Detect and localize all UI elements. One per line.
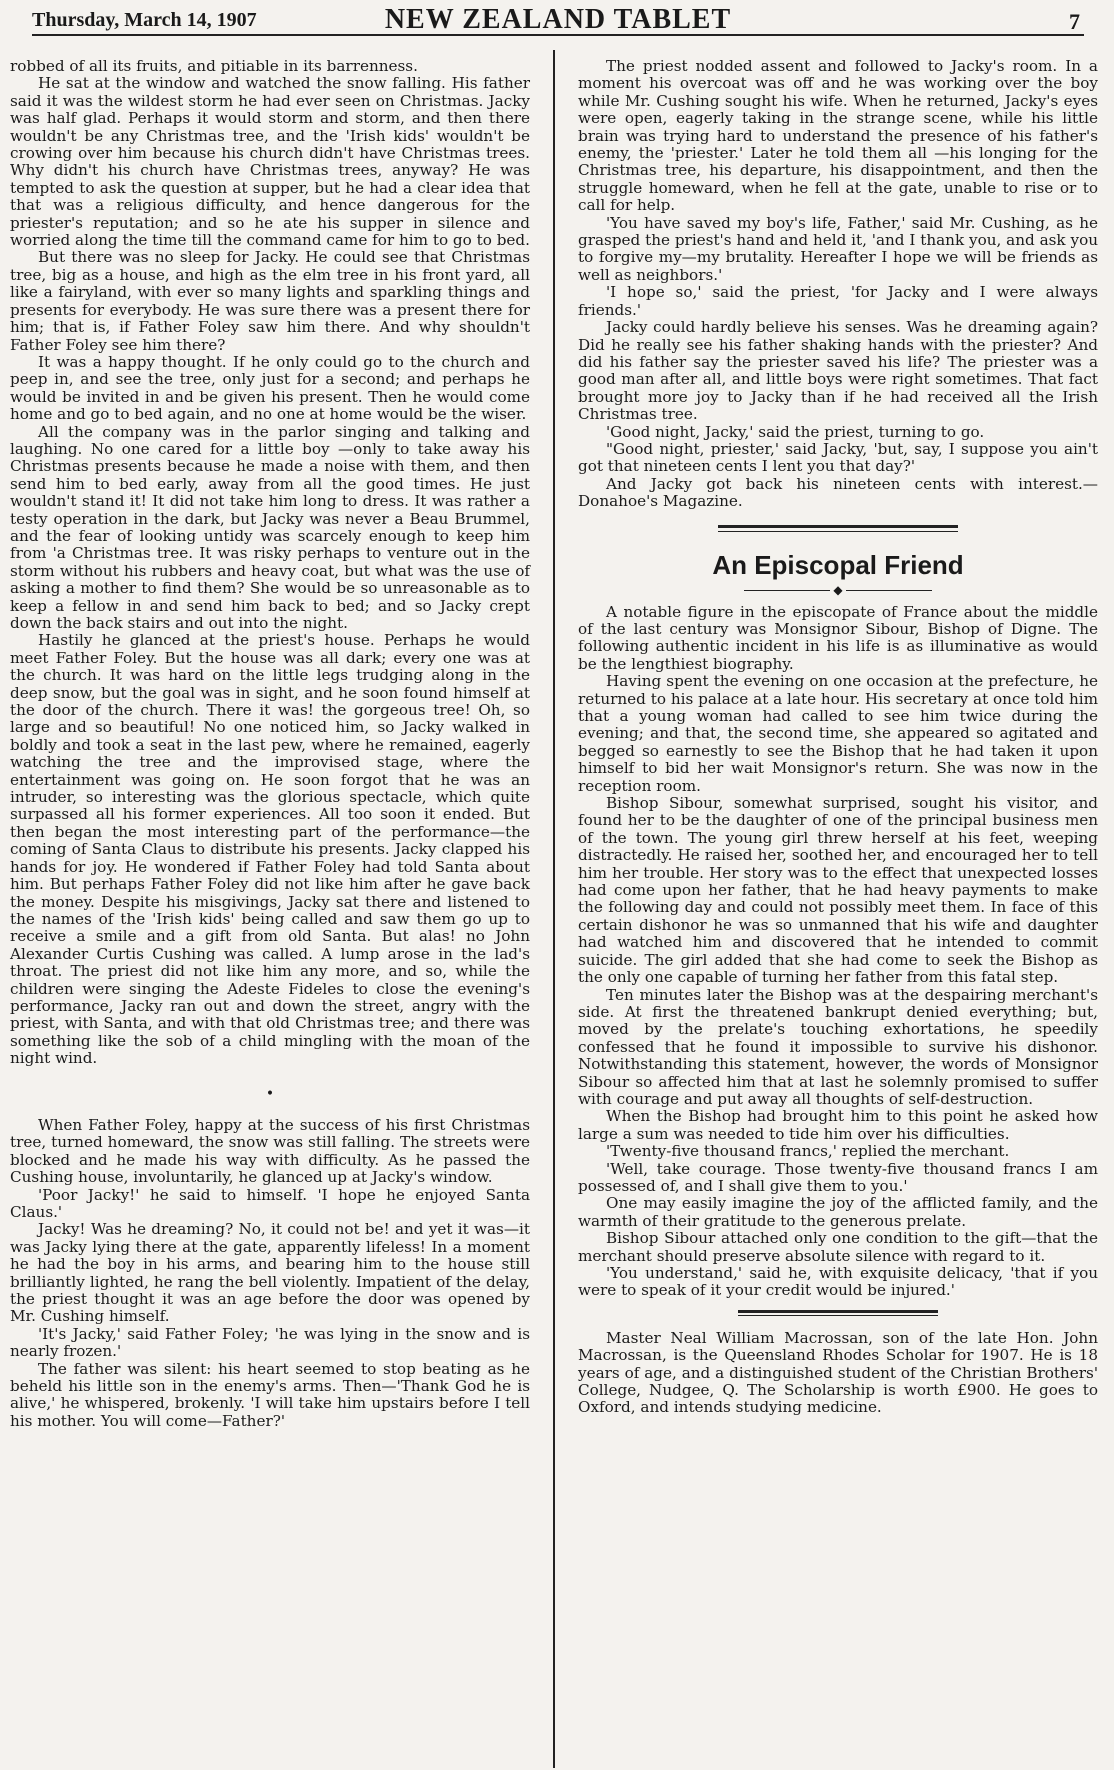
paragraph: 'It's Jacky,' said Father Foley; 'he was lying in the snow and is nearly frozen.' [10,1324,530,1361]
masthead: NEW ZEALAND TABLET [384,4,732,35]
paragraph: Jacky! Was he dreaming? No, it could not be! and yet it was—it was Jacky lying there at the gate, apparently lifeless! In a moment he had the boy in his arms, and bearing him to the house still brilliantly lighted, he rang the bell violently. Impatient of the delay, the priest thought it was an age before the door was opened by Mr. Cushing himself. [10,1220,530,1326]
column-divider [553,50,555,1768]
paragraph: 'You have saved my boy's life, Father,' said Mr. Cushing, as he grasped the priest's hand and held it, 'and I thank you, and ask you to forgive my—my brutality. Hereafter I hope we will be friends as well as neighbors.' [578,213,1098,284]
paragraph: One may easily imagine the joy of the afflicted family, and the warmth of their gratitude to the generous prelate. [578,1194,1098,1230]
left-column [10,58,530,1430]
paragraph: When Father Foley, happy at the success of his first Christmas tree, turned homeward, the snow was still falling. The streets were blocked and he made his way with difficulty. As he passed the Cushing house, involuntarily, he glanced up at Jacky's window. [10,1115,530,1187]
notice-paragraph: Master Neal William Macrossan, son of the late Hon. John Macrossan, is the Queensland Rhodes Scholar for 1907. He is 18 years of age, and a distinguished student of the Christian Brothers' College, Nudgee, Q. The Scholarship is worth £900. He goes to Oxford, and intends studying medicine. [578,1328,1098,1417]
article-title: An Episcopal Friend [712,549,964,580]
diamond-icon: ◆ [829,582,847,597]
title-ornament [578,584,1098,596]
paragraph: It was a happy thought. If he only could go to the church and peep in, and see the tree, only just for a second; and perhaps he would be invited in and be given his present. Then he would come home and go to bed again, and no one at home would be the wiser. [10,352,530,424]
paragraph: robbed of all its fruits, and pitiable in its barrenness. [10,57,418,75]
paragraph: A notable figure in the episcopate of France about the middle of the last century was Monsignor Sibour, Bishop of Digne. The following authentic incident in his life is as illuminative as would be the lengthiest biography. [578,602,1098,673]
paragraph: 'Well, take courage. Those twenty-five thousand francs I am possessed of, and I shall give them to you.' [578,1159,1098,1195]
paragraph: Ten minutes later the Bishop was at the despairing merchant's side. At first the threatened bankrupt denied everything; but, moved by the prelate's touching exhortations, he speedily confessed that he found it impossible to survive his dishonor. Notwithstanding this statement, however, the words of Monsignor Sibour so affected him that at last he solemnly promised to suffer with courage and put away all thoughts of self-destruction. [578,985,1098,1108]
issue-date: Thursday, March 14, 1907 [32,9,257,31]
paragraph: Bishop Sibour, somewhat surprised, sought his visitor, and found her to be the daughter of one of the principal business men of the town. The young girl threw herself at his feet, weeping distractedly. He raised her, soothed her, and encouraged her to tell him her trouble. Her story was to the effect that unexpected losses had come upon her father, that he had heavy payments to make the following day and could not possibly meet them. In face of this certain dishonor he was so unmanned that his wife and daughter had watched him and discovered that he intended to commit suicide. The girl added that she had come to seek the Bishop as the only one capable of turning her father from this fatal step. [578,794,1098,987]
paragraph: When the Bishop had brought him to this point he asked how large a sum was needed to tide him over his difficulties. [578,1107,1098,1143]
paragraph: But there was no sleep for Jacky. He could see that Christmas tree, big as a house, and high as the elm tree in his front yard, all like a fairyland, with ever so many lights and sparkling things and presents for everybody. He was sure there was a present there for him; that is, if Father Foley saw him there. And why shouldn't Father Foley see him there? [10,248,530,354]
section-rule [738,1310,938,1316]
paragraph: 'I hope so,' said the priest, 'for Jacky and I were always friends.' [578,283,1098,319]
paragraph: All the company was in the parlor singing and talking and laughing. No one cared for a little boy —only to take away his Christmas presents because he made a noise with them, and then send him to bed early, away from all the good times. He just wouldn't stand it! It did not take him long to dress. It was rather a testy operation in the dark, but Jacky was never a Beau Brummel, and the fear of looking untidy was scarcely enough to keep him from 'a Christmas tree. It was risky perhaps to venture out in the storm without his rubbers and heavy coat, but what was the use of asking a mother to find them? She would be so unreasonable as to keep a fellow in and send him back to bed; and so Jacky crept down the back stairs and out into the night. [10,422,530,632]
page-number: 7 [1069,9,1080,34]
paragraph: Jacky could hardly believe his senses. Was he dreaming again? Did he really see his father shaking hands with the priester? And did his father say the priester saved his life? The priester was a good man after all, and little boys were right sometimes. That fact brought more joy to Jacky than if he had received all the Irish Christmas tree. [578,318,1098,424]
paragraph: Hastily he glanced at the priest's house. Perhaps he would meet Father Foley. But the house was all dark; every one was at the church. It was hard on the little legs trudging along in the deep snow, but the goal was in sight, and he soon found himself at the door of the church. There it was! the gorgeous tree! Oh, so large and so beautiful! No one noticed him, so Jacky walked in boldly and took a seat in the last pew, where he remained, eagerly watching the tree and the improvised stage, where the entertainment was going on. He soon forgot that he was an intruder, so interesting was the glorious spectacle, which quite surpassed all his former experiences. All too soon it ended. But then began the most interesting part of the performance—the coming of Santa Claus to distribute his presents. Jacky clapped his hands for joy. He wondered if Father Foley had told Santa about him. But perhaps Father Foley did not like him after he gave back the money. Despite his misgivings, Jacky sat there and listened to the names of the 'Irish kids' being called and saw them go up to receive a smile and a gift from old Santa. But alas! no John Alexander Curtis Cushing was called. A lump arose in the lad's throat. The priest did not like him any more, and so, while the children were singing the Adeste Fideles to close the evening's performance, Jacky ran out and down the street, angry with the priest, with Santa, and with that old Christmas tree; and there was something like the sob of a child mingling with the moan of the night wind. [10,631,530,1068]
section-separator: • [265,1085,275,1102]
page-header [32,6,1084,36]
paragraph: The father was silent: his heart seemed to stop beating as he beheld his little son in the enemy's arms. Then—'Thank God he is alive,' he whispered, brokenly. 'I will take him upstairs before I tell his mother. You will come—Father?' [10,1359,530,1430]
paragraph: "Good night, priester,' said Jacky, 'but, say, I suppose you ain't got that nineteen cents I lent you that day?' [578,439,1098,476]
paragraph: And Jacky got back his nineteen cents with interest.—Donahoe's Magazine. [578,474,1098,511]
paragraph: Having spent the evening on one occasion at the prefecture, he returned to his palace at a late hour. His secretary at once told him that a young woman had called to see him twice during the evening; and that, the second time, she appeared so agitated and begged so earnestly to see the Bishop that he had taken it upon himself to bid her wait Monsignor's return. She was now in the reception room. [578,672,1098,795]
paragraph: Bishop Sibour attached only one condition to the gift—that the merchant should preserve absolute silence with regard to it. [578,1229,1098,1265]
paragraph: 'You understand,' said he, with exquisite delicacy, 'that if you were to speak of it your credit would be injured.' [578,1264,1098,1300]
right-column [578,58,1098,1417]
paragraph: 'Good night, Jacky,' said the priest, turning to go. [606,422,985,441]
paragraph: He sat at the window and watched the snow falling. His father said it was the wildest storm he had ever seen on Christmas. Jacky was half glad. Perhaps it would storm and storm, and then there wouldn't be any Christmas tree, and the 'Irish kids' wouldn't be crowing over him because his church didn't have Christmas trees. Why didn't his church have Christmas trees, anyway? He was tempted to ask the question at supper, but he had a clear idea that that was a religious difficulty, and hence dangerous for the priester's reputation; and so he ate his supper in silence and worried along the time till the command came for him to go to bed. [10,74,530,250]
paragraph: 'Twenty-five thousand francs,' replied the merchant. [606,1142,1010,1161]
heading-rule [718,525,958,532]
paragraph: 'Poor Jacky!' he said to himself. 'I hope he enjoyed Santa Claus.' [10,1185,530,1221]
paragraph: The priest nodded assent and followed to Jacky's room. In a moment his overcoat was off and he was working over the boy while Mr. Cushing sought his wife. When he returned, Jacky's eyes were open, eagerly taking in the strange scene, while his little brain was trying hard to understand the presence of his father's enemy, the 'priester.' Later he told them all —his longing for the Christmas tree, his departure, his disappointment, and then the struggle homeward, when he fell at the gate, unable to rise or to call for help. [578,57,1098,215]
